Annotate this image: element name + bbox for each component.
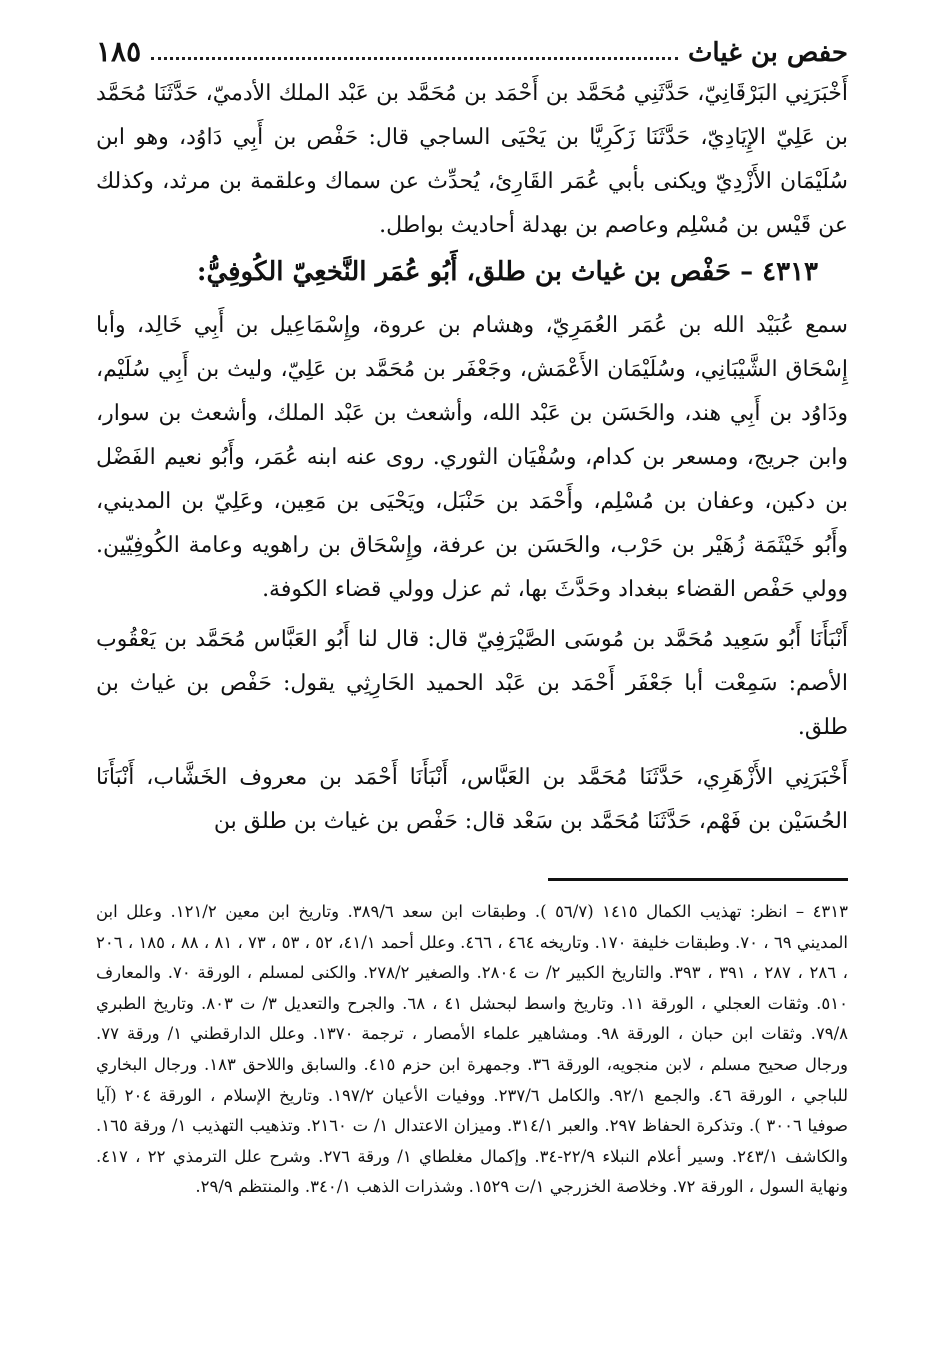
footnote bbox=[96, 897, 848, 1203]
page-number: ١٨٥ bbox=[96, 35, 142, 68]
footnote-text: ٤٣١٣ – انظر: تهذيب الكمال ١٤١٥ (٥٦/٧ ). وطبقات ابن سعد ٣٨٩/٦. وتاريخ ابن معين ١٢١/٢. وعلل ابن المديني ٦٩ ، ٧٠. وطبقات خليفة ١٧٠. وتاريخه ٤٦٤ ، ٤٦٦. وعلل أحمد ٤١/١، ٥٢ ، ٥٣ ، ٧٣ ، ٨١ ، ٨٨ ، ١٨٥ ، ٢٠٦ ، ٢٨٦ ، ٢٨٧ ، ٣٩١ ، ٣٩٣. والتاريخ الكبير ٢/ ت ٢٨٠٤. والصغير ٢٧٨/٢. والكنى لمسلم ، الورقة ٧٠. والمعارف ٥١٠. وثقات العجلي ، الورقة ١١. وتاريخ واسط لبحشل ٤١ ، ٦٨. والجرح والتعديل ٣/ ت ٨٠٣. وتاريخ الطبري ٧٩/٨. وثقات ابن حبان ، الورقة ٩٨. ومشاهير علماء الأمصار ، ترجمة ١٣٧٠. وعلل الدارقطني ١/ ورقة ٧٧. ورجال صحيح مسلم ، لابن منجويه، الورقة ٣٦. وجمهرة ابن حزم ٤١٥. والسابق واللاحق ١٨٣. ورجال البخاري للباجي ، الورقة ٤٦. والجمع ٩٢/١. والكامل ٢٣٧/٦. ووفيات الأعيان ١٩٧/٢. وتاريخ الإسلام ، الورقة ٢٠٤ (آيا صوفيا ٣٠٠٦ ). وتذكرة الحفاظ ٢٩٧. والعبر ٣١٤/١. وميزان الاعتدال ١/ ت ٢١٦٠. وتذهيب التهذيب ١/ ورقة ١٦٥. والكاشف ٢٤٣/١. وسير أعلام النبلاء ٢٢/٩-٣٤. وإكمال مغلطاي ١/ ورقة ٢٧٦. وشرح علل الترمذي ٢٢ ، ٤١٧. ونهاية السول ، الورقة ٧٢. وخلاصة الخزرجي ١/ت ١٥٢٩. وشذرات الذهب ٣٤٠/١. والمنتظم ٢٩/٩. bbox=[96, 902, 849, 1197]
running-title: حفص بن غياث bbox=[687, 38, 848, 68]
header-dot-leader bbox=[151, 57, 678, 60]
body-text bbox=[96, 72, 848, 844]
page-header bbox=[96, 22, 848, 68]
footnote-separator bbox=[548, 878, 848, 881]
entry-heading: ٤٣١٣ – حَفْص بن غياث بن طلق، أَبُو عُمَر النَّخعِيّ الكُوفِيُّ: bbox=[196, 257, 818, 287]
paragraph-isnad-3: أَخْبَرَنِي الأَزْهَرِي، حَدَّثَنَا مُحَمَّد بن العَبَّاس، أَنْبَأَنَا أَحْمَد بن معروف الخَشَّاب، أَنْبَأَنَا الحُسَيْن بن فَهْم، حَدَّثَنَا مُحَمَّد بن سَعْد قال: حَفْص بن غياث بن طلق بن bbox=[96, 765, 848, 834]
paragraph-isnad-1: أَخْبَرَنِي البَرْقَانِيّ، حَدَّثَنِي مُحَمَّد بن أَحْمَد بن مُحَمَّد بن عَبْد الملك الأدميّ، حَدَّثَنَا مُحَمَّد بن عَلِيّ الإِيَادِيّ، حَدَّثَنَا زَكَرِيَّا بن يَحْيَى الساجي قال: حَفْص بن أَبِي دَاوُد، وهو ابن سُلَيْمَان الأَزْدِيّ ويكنى بأبي عُمَر القَارِئ، يُحدِّث عن سماك وعلقمة بن مرثد، وكذلك عن قَيْس بن مُسْلِم وعاصم بن بهدلة أحاديث بواطل. bbox=[96, 81, 848, 238]
paragraph-isnad-2: أَنْبَأَنَا أَبُو سَعِيد مُحَمَّد بن مُوسَى الصَّيْرَفِيّ قال: قال لنا أَبُو العَبَّاس مُحَمَّد بن يَعْقُوب الأصم: سَمِعْت أبا جَعْفَر أَحْمَد بن عَبْد الحميد الحَارِثِي يقول: حَفْص بن غياث بن طلق. bbox=[96, 627, 848, 740]
paragraph-biography: سمع عُبَيْد الله بن عُمَر العُمَرِيّ، وهشام بن عروة، وإِسْمَاعِيل بن أَبِي خَالِد، وأبا إِسْحَاق الشَّيْبَانِي، وسُلَيْمَان الأَعْمَش، وجَعْفَر بن مُحَمَّد بن عَلِيّ، وليث بن أَبِي سُلَيْم، ودَاوُد بن أَبِي هند، والحَسَن بن عَبْد الله، وأشعث بن عَبْد الملك، وأشعث بن سوار، وابن جريج، ومسعر بن كدام، وسُفْيَان الثوري. روى عنه ابنه عُمَر، وأَبُو نعيم الفَضْل بن دكين، وعفان بن مُسْلِم، وأَحْمَد بن حَنْبَل، ويَحْيَى بن مَعِين، وعَلِيّ بن المديني، وأَبُو خَيْثَمَة زُهَيْر بن حَرْب، والحَسَن بن عرفة، وإِسْحَاق بن راهويه وعامة الكُوفِيّين. وولي حَفْص القضاء ببغداد وحَدَّثَ بها، ثم عزل وولي قضاء الكوفة. bbox=[96, 313, 848, 602]
